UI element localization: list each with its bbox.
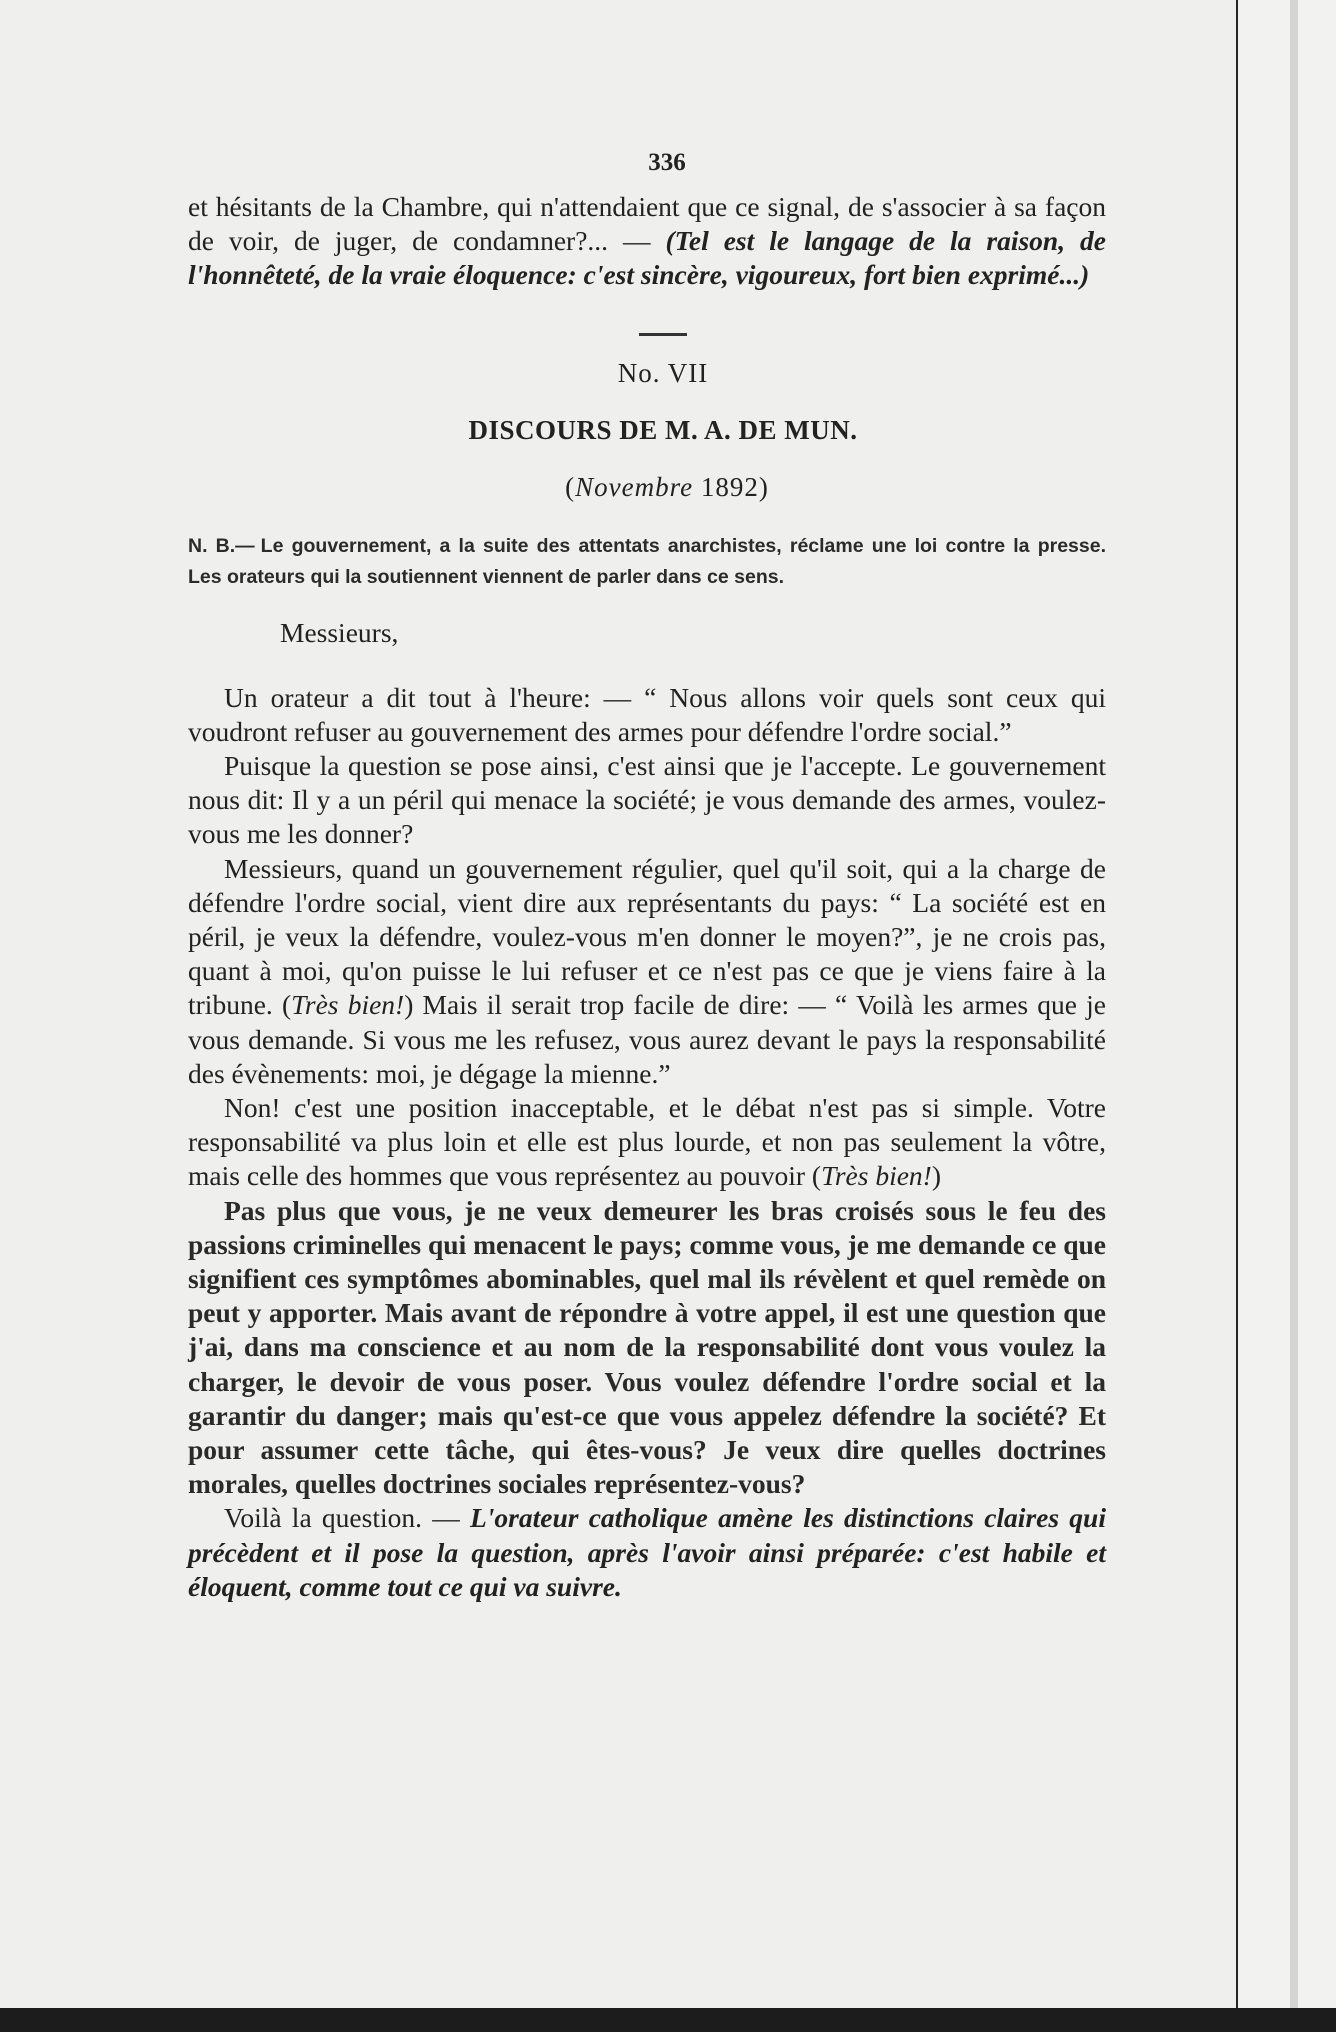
- speech-paragraph-4-text-b: ): [931, 1160, 942, 1192]
- speech-paragraph-6: [188, 1501, 1106, 1604]
- speech-paragraph-4: [188, 1091, 1106, 1194]
- speech-paragraph-1: Un orateur a dit tout à l'heure: — “ Nous allons voir quels sont ceux qui voudront refuser au gouvernement des armes pour défendre l'ordre social.”: [188, 681, 1106, 747]
- speech-paragraph-3-text-a: Messieurs, quand un gouvernement régulier, quel qu'il soit, qui a la charge de défendre l'ordre social, vient dire aux représentants du pays: “ La société est en péril, je veux la défendre, voulez-vous m'en donner le moyen?”, je ne crois pas, quant à moi, qu'on puisse le lui refuser et ce n'est pas ce que je viens faire à la tribune. (: [188, 852, 1106, 1021]
- section-title: DISCOURS DE M. A. DE MUN.: [468, 414, 858, 445]
- intro-commentary: (Tel est le langage de la raison, de l'honnêteté, de la vraie éloquence: c'est sincère, vigoureux, fort bien exprimé...): [188, 225, 1107, 291]
- page-text-block: [188, 148, 1106, 1604]
- section-date: [208, 472, 1126, 503]
- speech-salutation: Messieurs,: [280, 616, 399, 648]
- facing-page-edge: [1238, 0, 1336, 2008]
- intro-text: et hésitants de la Chambre, qui n'attendaient que ce signal, de s'associer à sa façon de voir, de juger, de condamner?... —: [188, 191, 1106, 257]
- section-date-open: (: [565, 471, 576, 502]
- speech-paragraph-3: [188, 852, 1106, 1091]
- speech-paragraph-4-applause: Très bien!: [821, 1160, 932, 1192]
- speech-paragraph-6-commentary: L'orateur catholique amène les distinctions claires qui précèdent et il pose la question, après l'avoir ainsi préparée: c'est habile et éloquent, comme tout ce qui va suivre.: [188, 1502, 1106, 1602]
- speech-paragraph-4-text-a: Non! c'est une position inacceptable, et le débat n'est pas si simple. Votre responsabilité va plus loin et elle est plus lourde, et non pas seulement la vôtre, mais celle des hommes que vous représentez au pouvoir (: [188, 1092, 1106, 1192]
- editor-note: [188, 531, 1106, 593]
- speech-paragraph-6-text: Voilà la question. —: [224, 1502, 470, 1534]
- speech-paragraph-2: Puisque la question se pose ainsi, c'est ainsi que je l'accepte. Le gouvernement nous dit: Il y a un péril qui menace la société; je vous demande des armes, voulez-vous me les donner?: [188, 750, 1106, 850]
- page-number: 336: [648, 149, 686, 176]
- section-date-year: 1892): [693, 471, 769, 502]
- section-number: No. VII: [617, 357, 709, 388]
- section-divider: [639, 333, 687, 336]
- speech-paragraph-5: Pas plus que vous, je ne veux demeurer les bras croisés sous le feu des passions criminelles qui menacent le pays; comme vous, je me demande ce que signifient ces symptômes abominables, quel mal ils révèlent et quel remède on peut y apporter. Mais avant de répondre à votre appel, il est une question que j'ai, dans ma conscience et au nom de la responsabilité dont vous voulez la charger, le devoir de vous poser. Vous voulez défendre l'ordre social et la garantir du danger; mais qu'est-ce que vous appelez défendre la société? Et pour assumer cette tâche, qui êtes-vous? Je veux dire quelles doctrines morales, quelles doctrines sociales représentez-vous?: [188, 1194, 1106, 1500]
- editor-note-label: N. B.—: [188, 534, 255, 557]
- editor-note-text: Le gouvernement, a la suite des attentats anarchistes, réclame une loi contre la presse. Les orateurs qui la soutiennent viennent de parler dans ce sens.: [188, 534, 1106, 588]
- scan-bottom-edge: [0, 2008, 1336, 2032]
- speech-paragraph-3-text-b: ) Mais il serait trop facile de dire: — “ Voilà les armes que je vous demande. Si vous me les refusez, vous aurez devant le pays la responsabilité des évènements: moi, je dégage la mienne.”: [188, 989, 1107, 1089]
- intro-paragraph: [188, 190, 1106, 293]
- speech-paragraph-3-applause: Très bien!: [291, 989, 405, 1021]
- section-date-month: Novembre: [575, 471, 694, 502]
- facing-page-border: [1290, 0, 1298, 2008]
